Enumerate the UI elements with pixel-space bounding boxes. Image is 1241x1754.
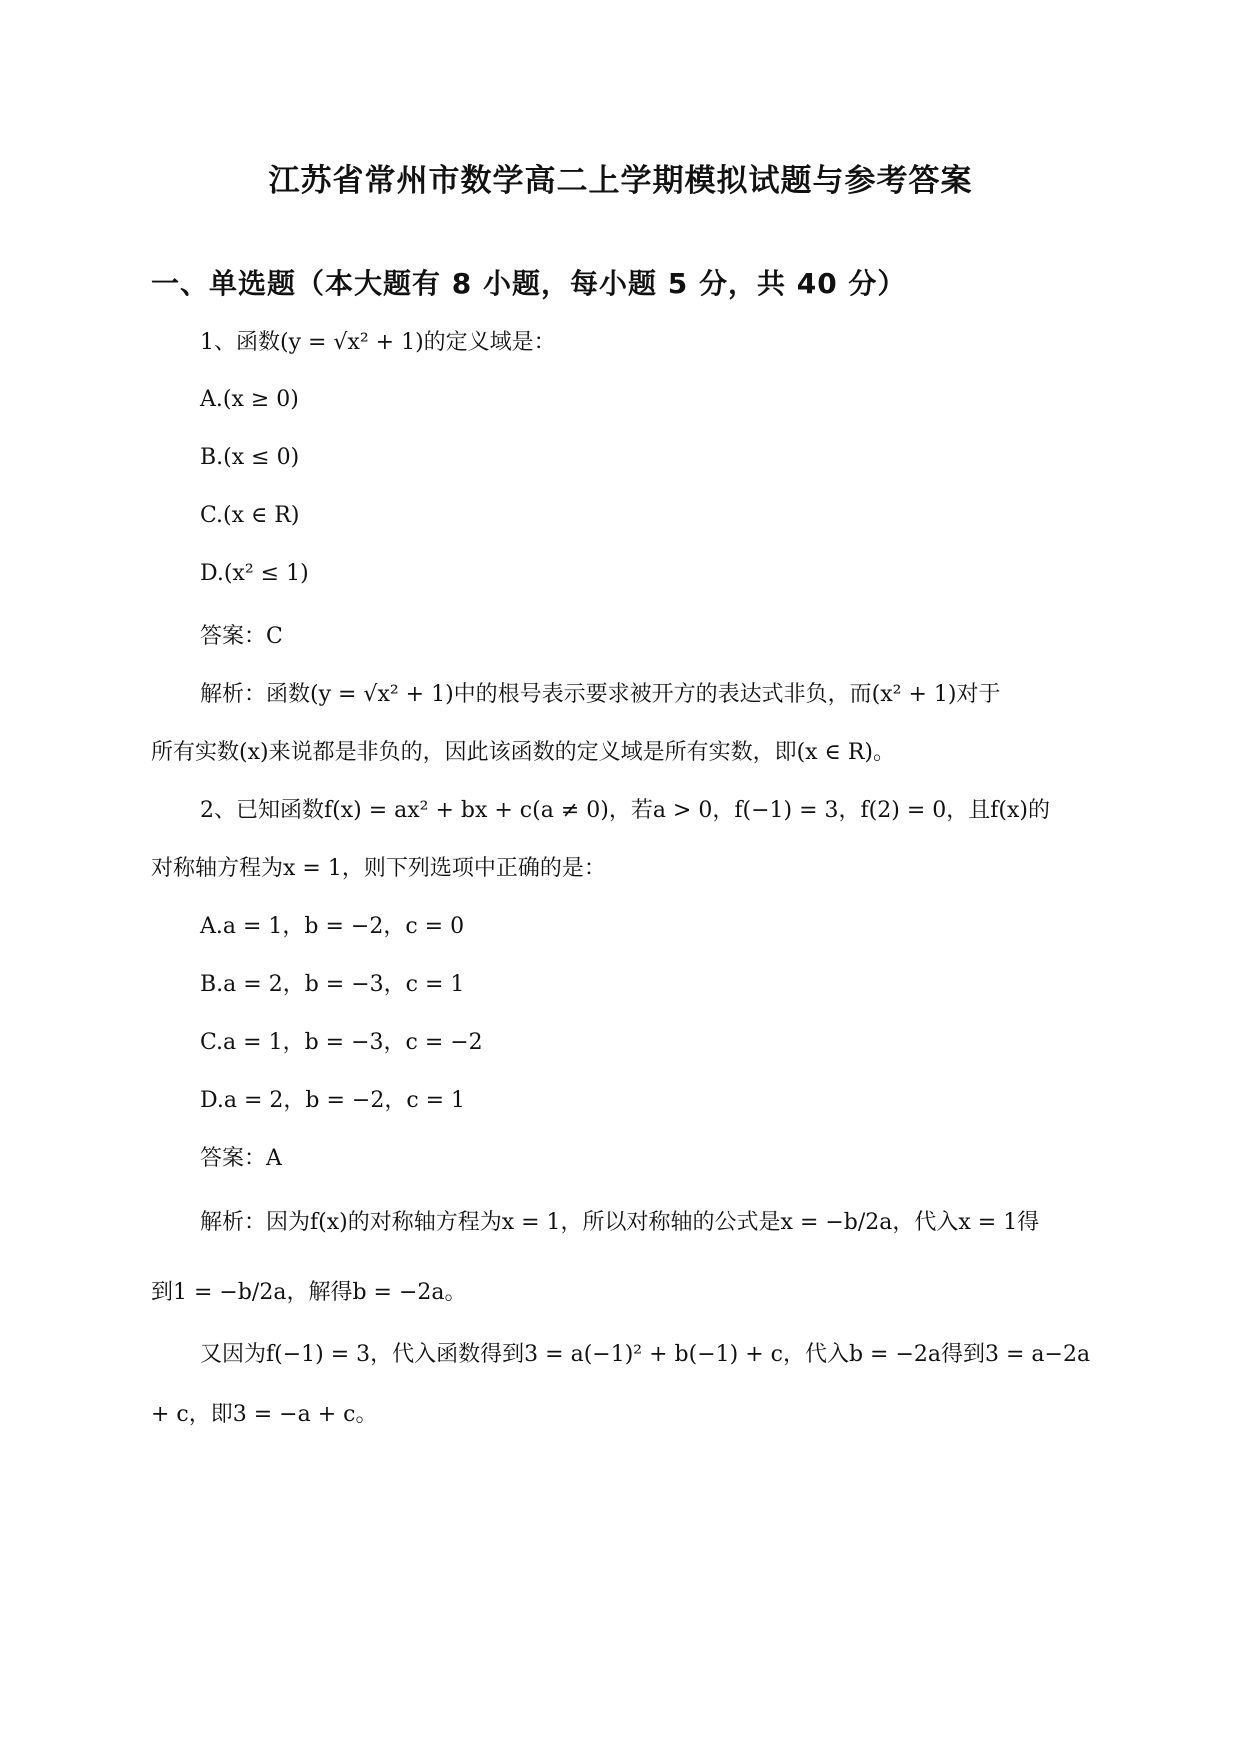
question-1-option-d: D.(x² ≤ 1) <box>200 561 309 586</box>
question-2-analysis: 解析：因为f(x)的对称轴方程为x = 1，所以对称轴的公式是x = −b/2a，代入x = 1得 <box>200 1210 1040 1235</box>
question-2-option-d: D.a = 2，b = −2，c = 1 <box>200 1088 466 1113</box>
question-2-analysis-cont-3: + c，即3 = −a + c。 <box>151 1402 378 1427</box>
question-1-answer: 答案：C <box>200 624 283 649</box>
document-title: 江苏省常州市数学高二上学期模拟试题与参考答案 <box>268 163 973 199</box>
section-heading: 一、单选题（本大题有 8 小题，每小题 5 分，共 40 分） <box>151 267 907 300</box>
question-1-stem: 1、函数(y = √x² + 1)的定义域是： <box>200 330 556 355</box>
question-1-option-a: A.(x ≥ 0) <box>200 387 299 412</box>
question-1-option-b: B.(x ≤ 0) <box>200 445 300 470</box>
question-2-analysis-cont-1: 到1 = −b/2a，解得b = −2a。 <box>151 1280 467 1305</box>
question-2-stem-cont: 对称轴方程为x = 1，则下列选项中正确的是： <box>151 856 606 881</box>
question-1-analysis: 解析：函数(y = √x² + 1)中的根号表示要求被开方的表达式非负，而(x² + 1)对于 <box>200 682 1001 707</box>
question-1-analysis-cont: 所有实数(x)来说都是非负的，因此该函数的定义域是所有实数，即(x ∈ R)。 <box>151 740 895 765</box>
question-2-stem: 2、已知函数f(x) = ax² + bx + c(a ≠ 0)，若a > 0，f(−1) = 3，f(2) = 0，且f(x)的 <box>200 798 1050 823</box>
question-2-option-a: A.a = 1，b = −2，c = 0 <box>200 914 465 939</box>
question-2-option-b: B.a = 2，b = −3，c = 1 <box>200 972 465 997</box>
question-2-option-c: C.a = 1，b = −3，c = −2 <box>200 1030 483 1055</box>
question-1-option-c: C.(x ∈ R) <box>200 503 300 528</box>
question-2-analysis-cont-2: 又因为f(−1) = 3，代入函数得到3 = a(−1)² + b(−1) + c，代入b = −2a得到3 = a−2a <box>200 1342 1091 1367</box>
question-2-answer: 答案：A <box>200 1146 282 1171</box>
